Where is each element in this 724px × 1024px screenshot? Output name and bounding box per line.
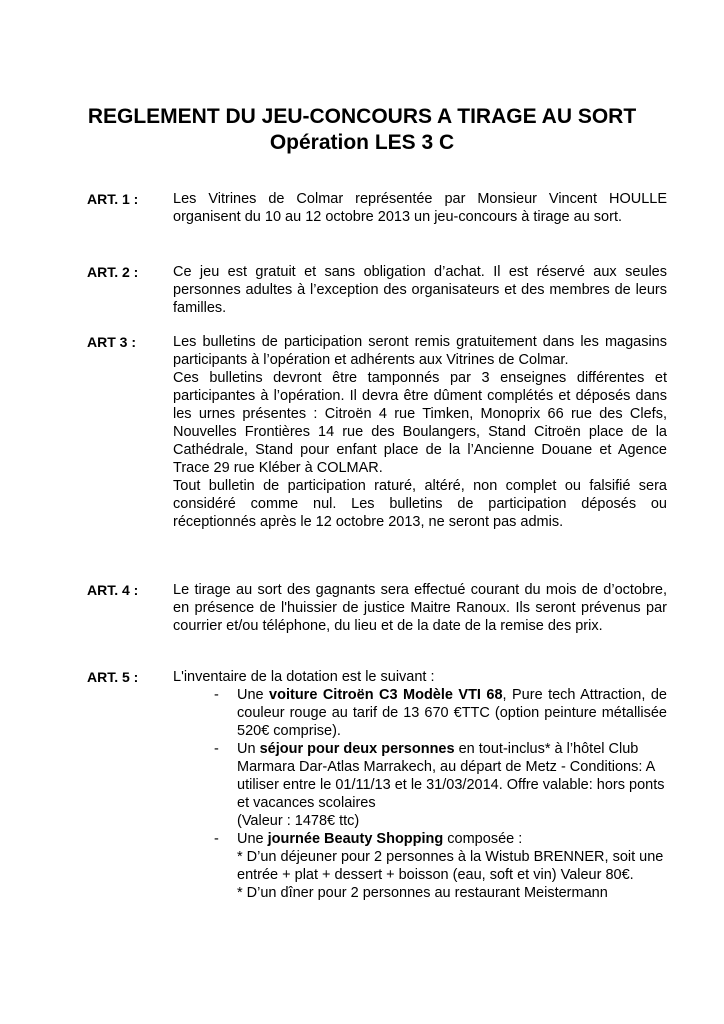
prize-name: séjour pour deux personnes <box>259 741 455 757</box>
prize-value: (Valeur : 1478€ ttc) <box>237 813 360 829</box>
prize-prefix: Une <box>237 687 270 703</box>
list-dash: - <box>214 741 219 757</box>
title-line-2: Opération LES 3 C <box>269 131 455 154</box>
prize-details: composée : <box>443 831 523 847</box>
prize-prefix: Un <box>237 741 260 757</box>
prize-text <box>237 686 667 740</box>
article-intro: L'inventaire de la dotation est le suivant : <box>173 669 435 685</box>
document-title <box>0 104 724 156</box>
prize-list <box>214 686 667 902</box>
prize-text <box>237 830 667 848</box>
article-paragraph: Tout bulletin de participation raturé, altéré, non complet ou falsifié sera considéré comme nul. Les bulletins de participation déposés ou réceptionnés après le 12 octobre 2013, ne seront pas admis. <box>173 478 667 530</box>
article-body <box>173 581 667 635</box>
article-label: ART. 1 : <box>87 191 139 207</box>
prize-text <box>237 740 667 812</box>
article-paragraph: Le tirage au sort des gagnants sera effectué courant du mois de d’octobre, en présence de l'huissier de justice Maitre Ranoux. Ils seront prévenus par courrier et/ou téléphone, du lieu et de la date de la remise des prix. <box>173 582 667 634</box>
prize-item-beauty <box>214 830 667 902</box>
prize-subitem: * D’un dîner pour 2 personnes au restaurant Meistermann <box>237 885 608 901</box>
article-paragraph: Ce jeu est gratuit et sans obligation d’achat. Il est réservé aux seules personnes adultes à l’exception des organisateurs et des membres de leurs familles. <box>173 264 667 316</box>
prize-name: voiture Citroën C3 Modèle VTI 68 <box>269 687 503 703</box>
article-paragraph: Les Vitrines de Colmar représentée par Monsieur Vincent HOULLE organisent du 10 au 12 octobre 2013 un jeu-concours à tirage au sort. <box>173 191 667 225</box>
article-label: ART. 5 : <box>87 669 139 685</box>
article-body <box>173 190 667 226</box>
list-dash: - <box>214 831 219 847</box>
prize-details: , Pure tech Attraction, de couleur rouge au tarif de 13 670 €TTC (option peinture métallisée 520€ comprise). <box>237 687 667 739</box>
title-line-1: REGLEMENT DU JEU-CONCOURS A TIRAGE AU SORT <box>87 105 637 128</box>
article-paragraph: Les bulletins de participation seront remis gratuitement dans les magasins participants à l’opération et adhérents aux Vitrines de Colmar. <box>173 334 667 368</box>
list-dash: - <box>214 687 219 703</box>
article-label: ART. 4 : <box>87 582 139 598</box>
article-paragraph: Ces bulletins devront être tamponnés par 3 enseignes différentes et participantes à l’opération. Il devra être dûment complétés et déposés dans les urnes présentes : Citroën 4 rue Timken, Monoprix 66 rue des Clefs, Nouvelles Frontières 14 rue des Boulangers, Stand Citroën place de la Cathédrale, Stand pour enfant place de la l’Ancienne Douane et Agence Trace 29 rue Kléber à COLMAR. <box>173 370 667 476</box>
article-body <box>173 263 667 317</box>
article-body <box>173 668 667 686</box>
article-label: ART. 2 : <box>87 264 139 280</box>
article-body <box>173 333 667 531</box>
prize-prefix: Une <box>237 831 268 847</box>
prize-item-trip <box>214 740 667 830</box>
prize-name: journée Beauty Shopping <box>267 831 444 847</box>
prize-subitem: * D’un déjeuner pour 2 personnes à la Wistub BRENNER, soit une entrée + plat + dessert + boisson (eau, soft et vin) Valeur 80€. <box>237 849 664 883</box>
article-label: ART 3 : <box>87 334 136 350</box>
prize-details: en tout-inclus* à l’hôtel Club Marmara Dar-Atlas Marrakech, au départ de Metz - Conditions: A utiliser entre le 01/11/13 et le 31/03/2014. Offre valable: hors ponts et vacances scolaires <box>237 741 665 811</box>
prize-item-car <box>214 686 667 740</box>
